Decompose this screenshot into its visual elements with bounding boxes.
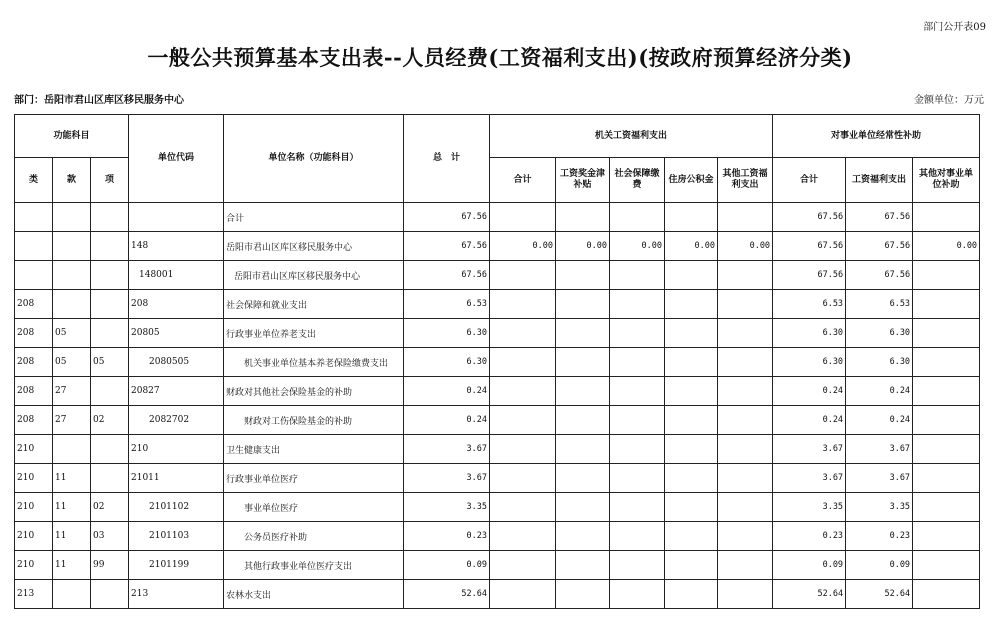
cell-org-housing-fund — [665, 522, 718, 551]
cell-org-bonus: 0.00 — [556, 232, 610, 261]
cell-org-other — [718, 435, 773, 464]
cell-ps-wage: 67.56 — [846, 203, 913, 232]
cell-unit-code: 2101102 — [129, 493, 224, 522]
cell-ps-other — [913, 319, 980, 348]
cell-org-bonus — [556, 406, 610, 435]
cell-org-other — [718, 348, 773, 377]
table-row — [15, 203, 980, 232]
cell-kuan: 05 — [53, 319, 91, 348]
table-row — [15, 406, 980, 435]
cell-total: 0.24 — [404, 377, 490, 406]
form-number: 部门公开表09 — [923, 22, 986, 33]
cell-org-bonus — [556, 464, 610, 493]
header-function-subject: 功能科目 — [15, 115, 129, 158]
cell-ps-subtotal: 6.53 — [773, 290, 846, 319]
cell-lei — [15, 232, 53, 261]
cell-kuan — [53, 232, 91, 261]
table-row — [15, 232, 980, 261]
cell-org-housing-fund — [665, 319, 718, 348]
cell-unit-name: 公务员医疗补助 — [224, 522, 404, 551]
cell-lei: 208 — [15, 406, 53, 435]
cell-org-other — [718, 290, 773, 319]
cell-ps-subtotal: 67.56 — [773, 232, 846, 261]
cell-unit-code: 213 — [129, 580, 224, 609]
cell-unit-name: 财政对工伤保险基金的补助 — [224, 406, 404, 435]
cell-total: 3.67 — [404, 435, 490, 464]
cell-org-social-security — [610, 290, 665, 319]
cell-ps-other — [913, 377, 980, 406]
cell-xiang: 03 — [91, 522, 129, 551]
cell-total: 0.24 — [404, 406, 490, 435]
cell-org-bonus — [556, 348, 610, 377]
header-org-social-security: 社会保障缴费 — [610, 158, 665, 203]
cell-ps-wage: 0.09 — [846, 551, 913, 580]
cell-org-other — [718, 522, 773, 551]
cell-unit-name: 机关事业单位基本养老保险缴费支出 — [224, 348, 404, 377]
cell-total: 67.56 — [404, 203, 490, 232]
cell-org-other — [718, 203, 773, 232]
table-row — [15, 435, 980, 464]
cell-total: 0.09 — [404, 551, 490, 580]
cell-xiang — [91, 203, 129, 232]
cell-xiang — [91, 377, 129, 406]
cell-unit-code: 148001 — [129, 261, 224, 290]
cell-unit-name: 行政事业单位养老支出 — [224, 319, 404, 348]
cell-xiang: 05 — [91, 348, 129, 377]
header-xiang: 项 — [91, 158, 129, 203]
cell-org-social-security — [610, 319, 665, 348]
cell-lei: 208 — [15, 319, 53, 348]
cell-ps-wage: 6.53 — [846, 290, 913, 319]
cell-org-bonus — [556, 203, 610, 232]
cell-org-other — [718, 319, 773, 348]
cell-ps-wage: 67.56 — [846, 261, 913, 290]
cell-kuan: 27 — [53, 377, 91, 406]
cell-org-subtotal: 0.00 — [490, 232, 556, 261]
cell-org-subtotal — [490, 551, 556, 580]
cell-lei: 210 — [15, 522, 53, 551]
cell-ps-wage: 52.64 — [846, 580, 913, 609]
cell-unit-code — [129, 203, 224, 232]
cell-org-housing-fund — [665, 377, 718, 406]
cell-total: 67.56 — [404, 261, 490, 290]
cell-org-bonus — [556, 290, 610, 319]
cell-xiang: 02 — [91, 406, 129, 435]
cell-org-subtotal — [490, 493, 556, 522]
header-ps-wage: 工资福利支出 — [846, 158, 913, 203]
cell-ps-other — [913, 435, 980, 464]
cell-org-bonus — [556, 580, 610, 609]
cell-unit-code: 2080505 — [129, 348, 224, 377]
cell-lei: 210 — [15, 464, 53, 493]
cell-org-bonus — [556, 551, 610, 580]
cell-lei: 208 — [15, 348, 53, 377]
cell-org-bonus — [556, 377, 610, 406]
cell-kuan — [53, 203, 91, 232]
cell-org-social-security — [610, 406, 665, 435]
cell-org-subtotal — [490, 406, 556, 435]
cell-org-housing-fund — [665, 406, 718, 435]
cell-org-social-security — [610, 493, 665, 522]
cell-xiang: 02 — [91, 493, 129, 522]
cell-ps-wage: 3.67 — [846, 435, 913, 464]
cell-ps-subtotal: 3.35 — [773, 493, 846, 522]
cell-kuan: 11 — [53, 551, 91, 580]
cell-xiang — [91, 261, 129, 290]
cell-unit-code: 2101199 — [129, 551, 224, 580]
cell-ps-subtotal: 6.30 — [773, 348, 846, 377]
cell-kuan: 05 — [53, 348, 91, 377]
cell-ps-wage: 0.24 — [846, 406, 913, 435]
cell-unit-code: 20827 — [129, 377, 224, 406]
header-org-welfare-group: 机关工资福利支出 — [490, 115, 773, 158]
cell-ps-wage: 0.23 — [846, 522, 913, 551]
table-row — [15, 348, 980, 377]
cell-ps-other — [913, 522, 980, 551]
cell-unit-name: 行政事业单位医疗 — [224, 464, 404, 493]
cell-ps-wage: 6.30 — [846, 348, 913, 377]
cell-ps-subtotal: 3.67 — [773, 435, 846, 464]
cell-org-other — [718, 551, 773, 580]
header-public-service-subsidy-group: 对事业单位经常性补助 — [773, 115, 980, 158]
table-row — [15, 261, 980, 290]
cell-unit-name: 卫生健康支出 — [224, 435, 404, 464]
cell-kuan: 11 — [53, 493, 91, 522]
cell-org-other — [718, 580, 773, 609]
cell-unit-name: 事业单位医疗 — [224, 493, 404, 522]
cell-ps-other — [913, 348, 980, 377]
cell-org-subtotal — [490, 319, 556, 348]
cell-lei: 210 — [15, 435, 53, 464]
cell-unit-code: 210 — [129, 435, 224, 464]
cell-ps-subtotal: 67.56 — [773, 261, 846, 290]
cell-ps-other — [913, 261, 980, 290]
cell-xiang: 99 — [91, 551, 129, 580]
cell-unit-code: 21011 — [129, 464, 224, 493]
table-row — [15, 580, 980, 609]
cell-org-other — [718, 377, 773, 406]
cell-org-other — [718, 406, 773, 435]
cell-org-social-security — [610, 348, 665, 377]
cell-org-social-security — [610, 464, 665, 493]
cell-org-housing-fund — [665, 290, 718, 319]
cell-unit-code: 208 — [129, 290, 224, 319]
header-ps-other: 其他对事业单位补助 — [913, 158, 980, 203]
cell-org-other — [718, 493, 773, 522]
cell-org-other: 0.00 — [718, 232, 773, 261]
table-row — [15, 377, 980, 406]
cell-kuan: 11 — [53, 522, 91, 551]
cell-ps-subtotal: 0.23 — [773, 522, 846, 551]
cell-org-subtotal — [490, 435, 556, 464]
cell-lei — [15, 203, 53, 232]
cell-org-subtotal — [490, 203, 556, 232]
header-total: 总 计 — [404, 115, 490, 203]
cell-org-housing-fund — [665, 464, 718, 493]
cell-unit-name: 财政对其他社会保险基金的补助 — [224, 377, 404, 406]
table-row — [15, 522, 980, 551]
cell-unit-name: 岳阳市君山区库区移民服务中心 — [224, 261, 404, 290]
cell-ps-subtotal: 0.24 — [773, 406, 846, 435]
table-row — [15, 464, 980, 493]
cell-org-subtotal — [490, 377, 556, 406]
cell-org-social-security — [610, 580, 665, 609]
cell-unit-code: 148 — [129, 232, 224, 261]
cell-ps-subtotal: 3.67 — [773, 464, 846, 493]
cell-kuan: 27 — [53, 406, 91, 435]
cell-org-other — [718, 261, 773, 290]
cell-total: 6.53 — [404, 290, 490, 319]
cell-ps-other — [913, 464, 980, 493]
cell-org-housing-fund — [665, 435, 718, 464]
cell-org-other — [718, 464, 773, 493]
cell-lei: 208 — [15, 290, 53, 319]
cell-ps-wage: 0.24 — [846, 377, 913, 406]
cell-org-bonus — [556, 261, 610, 290]
cell-kuan — [53, 261, 91, 290]
cell-org-housing-fund — [665, 261, 718, 290]
cell-org-housing-fund — [665, 580, 718, 609]
cell-org-housing-fund — [665, 203, 718, 232]
cell-total: 52.64 — [404, 580, 490, 609]
cell-xiang — [91, 319, 129, 348]
cell-unit-name: 农林水支出 — [224, 580, 404, 609]
cell-kuan — [53, 435, 91, 464]
cell-total: 67.56 — [404, 232, 490, 261]
header-unit-code: 单位代码 — [129, 115, 224, 203]
cell-xiang — [91, 464, 129, 493]
cell-org-bonus — [556, 435, 610, 464]
cell-ps-other — [913, 290, 980, 319]
header-org-bonus: 工资奖金津补贴 — [556, 158, 610, 203]
cell-ps-other — [913, 406, 980, 435]
cell-total: 3.35 — [404, 493, 490, 522]
cell-unit-code: 20805 — [129, 319, 224, 348]
page-title: 一般公共预算基本支出表--人员经费(工资福利支出)(按政府预算经济分类) — [147, 45, 853, 70]
cell-lei: 210 — [15, 493, 53, 522]
cell-total: 6.30 — [404, 348, 490, 377]
cell-org-social-security: 0.00 — [610, 232, 665, 261]
cell-ps-subtotal: 52.64 — [773, 580, 846, 609]
cell-org-housing-fund — [665, 551, 718, 580]
cell-org-bonus — [556, 522, 610, 551]
cell-org-social-security — [610, 522, 665, 551]
cell-unit-name: 社会保障和就业支出 — [224, 290, 404, 319]
cell-ps-wage: 6.30 — [846, 319, 913, 348]
header-org-housing-fund: 住房公积金 — [665, 158, 718, 203]
cell-org-social-security — [610, 261, 665, 290]
table-row — [15, 319, 980, 348]
cell-kuan: 11 — [53, 464, 91, 493]
cell-unit-code: 2101103 — [129, 522, 224, 551]
cell-org-housing-fund — [665, 348, 718, 377]
cell-ps-subtotal: 0.24 — [773, 377, 846, 406]
cell-xiang — [91, 580, 129, 609]
cell-ps-other — [913, 493, 980, 522]
cell-unit-name: 其他行政事业单位医疗支出 — [224, 551, 404, 580]
cell-xiang — [91, 290, 129, 319]
cell-lei: 210 — [15, 551, 53, 580]
cell-org-bonus — [556, 493, 610, 522]
header-unit-name: 单位名称（功能科目） — [224, 115, 404, 203]
cell-org-subtotal — [490, 290, 556, 319]
cell-total: 3.67 — [404, 464, 490, 493]
cell-unit-name: 合计 — [224, 203, 404, 232]
cell-org-social-security — [610, 435, 665, 464]
cell-org-housing-fund: 0.00 — [665, 232, 718, 261]
cell-ps-other — [913, 580, 980, 609]
table-row — [15, 290, 980, 319]
cell-total: 6.30 — [404, 319, 490, 348]
cell-ps-other — [913, 551, 980, 580]
header-org-other: 其他工资福利支出 — [718, 158, 773, 203]
cell-ps-subtotal: 6.30 — [773, 319, 846, 348]
cell-org-subtotal — [490, 580, 556, 609]
cell-xiang — [91, 232, 129, 261]
cell-lei: 213 — [15, 580, 53, 609]
header-ps-subtotal: 合计 — [773, 158, 846, 203]
cell-xiang — [91, 435, 129, 464]
table-row — [15, 551, 980, 580]
cell-lei — [15, 261, 53, 290]
cell-ps-wage: 3.35 — [846, 493, 913, 522]
cell-ps-other: 0.00 — [913, 232, 980, 261]
cell-kuan — [53, 580, 91, 609]
cell-org-subtotal — [490, 261, 556, 290]
cell-ps-wage: 3.67 — [846, 464, 913, 493]
header-lei: 类 — [15, 158, 53, 203]
cell-unit-code: 2082702 — [129, 406, 224, 435]
amount-unit-label: 金额单位：万元 — [914, 95, 984, 106]
header-org-subtotal: 合计 — [490, 158, 556, 203]
cell-org-subtotal — [490, 522, 556, 551]
cell-ps-wage: 67.56 — [846, 232, 913, 261]
cell-org-bonus — [556, 319, 610, 348]
table-row — [15, 493, 980, 522]
cell-org-social-security — [610, 203, 665, 232]
cell-org-social-security — [610, 377, 665, 406]
header-kuan: 款 — [53, 158, 91, 203]
cell-ps-subtotal: 0.09 — [773, 551, 846, 580]
cell-org-subtotal — [490, 464, 556, 493]
cell-total: 0.23 — [404, 522, 490, 551]
cell-kuan — [53, 290, 91, 319]
cell-ps-other — [913, 203, 980, 232]
cell-lei: 208 — [15, 377, 53, 406]
cell-unit-name: 岳阳市君山区库区移民服务中心 — [224, 232, 404, 261]
cell-org-housing-fund — [665, 493, 718, 522]
cell-org-social-security — [610, 551, 665, 580]
budget-table — [14, 114, 980, 609]
department-label: 部门：岳阳市君山区库区移民服务中心 — [14, 95, 184, 106]
cell-org-subtotal — [490, 348, 556, 377]
cell-ps-subtotal: 67.56 — [773, 203, 846, 232]
